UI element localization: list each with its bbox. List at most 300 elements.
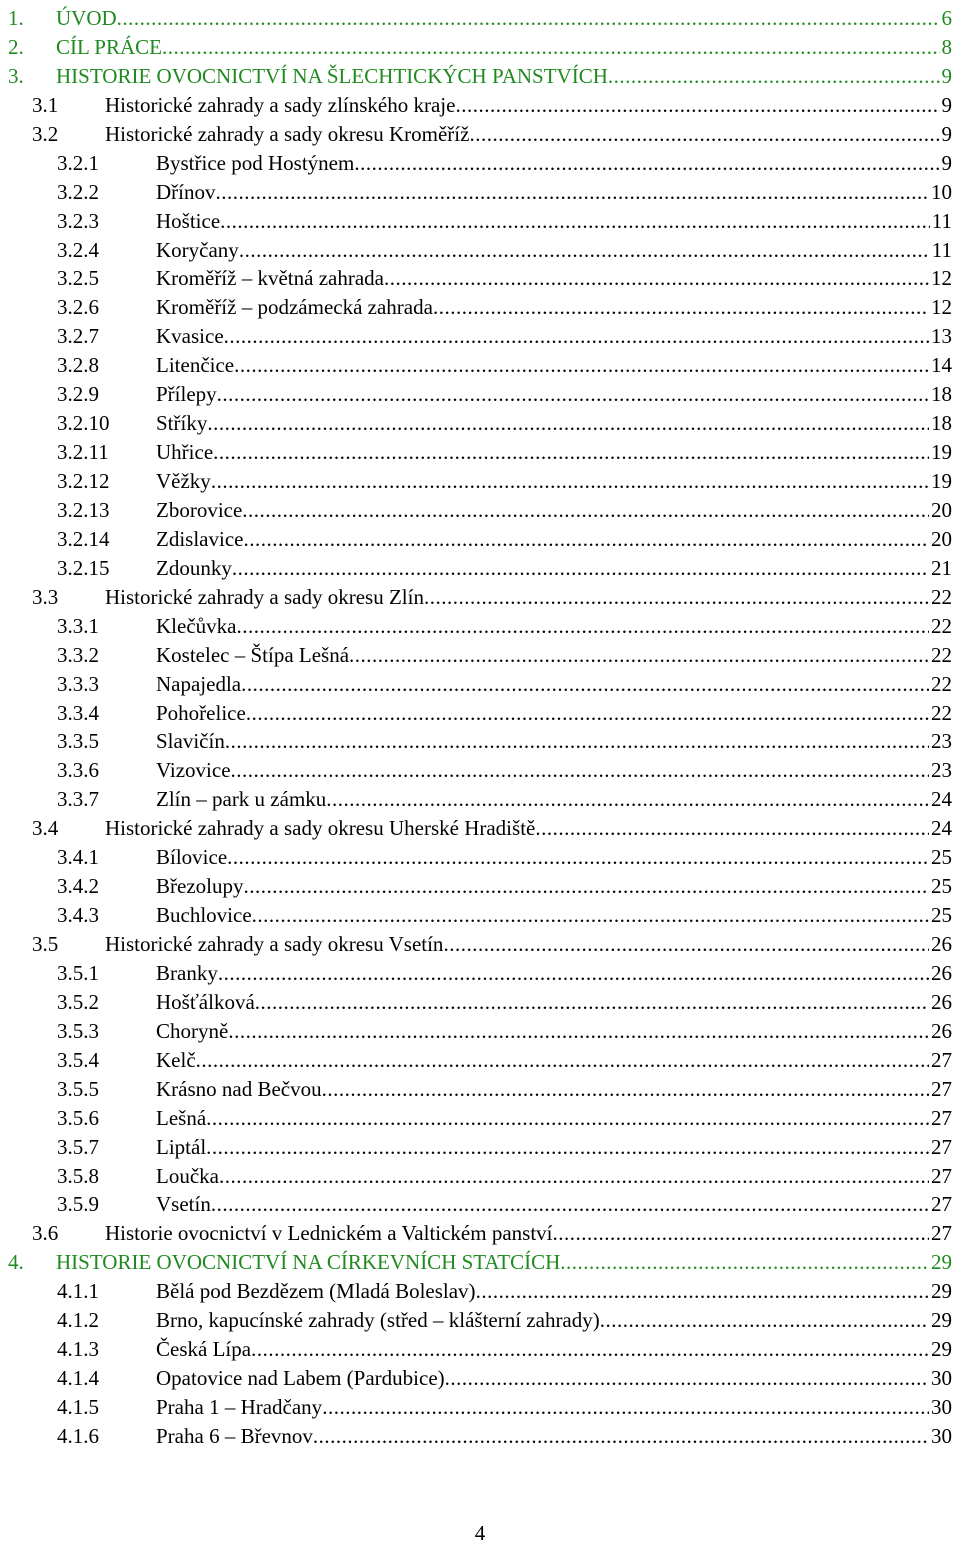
toc-entry-page: 24 [931,816,952,841]
toc-entry[interactable] [0,756,960,785]
toc-entry-number: 3.3.7 [57,787,99,812]
toc-entry-number: 3.5.6 [57,1105,99,1130]
toc-dot-leader [251,1335,929,1364]
toc-entry-line [156,1017,952,1046]
toc-entry-page: 9 [941,63,952,88]
toc-entry-title: Kroměříž – podzámecká zahrada [156,295,433,320]
toc-entry-number: 3.4.1 [57,845,99,870]
toc-entry[interactable] [0,583,960,612]
toc-entry-page: 30 [931,1423,952,1448]
toc-entry-line [156,1335,952,1364]
toc-entry-line [156,1075,952,1104]
toc-entry-number: 3.5.3 [57,1018,99,1043]
toc-entry-line [156,785,952,814]
toc-entry-title: Buchlovice [156,903,252,928]
toc-dot-leader [246,699,929,728]
toc-entry-line [105,583,952,612]
toc-dot-leader [354,149,939,178]
toc-entry-number: 3.3.2 [57,642,99,667]
toc-entry-title: Praha 6 – Břevnov [156,1423,313,1448]
toc-entry-title: Klečůvka [156,613,237,638]
toc-dot-leader [243,525,929,554]
toc-entry-title: Litenčice [156,353,235,378]
toc-entry-page: 22 [931,700,952,725]
toc-entry[interactable] [0,4,960,33]
toc-entry-page: 14 [931,353,952,378]
toc-entry-number: 3.3.5 [57,729,99,754]
toc-entry-title: Kelč [156,1047,196,1072]
toc-entry-page: 22 [931,642,952,667]
toc-entry-number: 3.2.6 [57,295,99,320]
toc-entry-number: 3.5.8 [57,1163,99,1188]
toc-entry[interactable] [0,785,960,814]
toc-entry-title: Napajedla [156,671,242,696]
toc-entry-line [56,4,952,33]
toc-entry-title: Koryčany [156,237,239,262]
toc-entry-line [156,1364,952,1393]
toc-entry-page: 18 [931,411,952,436]
toc-entry-page: 12 [931,266,952,291]
toc-dot-leader [349,641,929,670]
toc-entry-title: Brno, kapucínské zahrady (střed – klášterní zahrady) [156,1308,600,1333]
toc-entry-title: Kvasice [156,324,224,349]
toc-entry-line [156,438,952,467]
toc-entry-title: Hošťálková [156,989,255,1014]
toc-dot-leader [218,959,929,988]
toc-dot-leader [227,843,929,872]
toc-entry-page: 26 [931,1018,952,1043]
toc-entry[interactable] [0,149,960,178]
toc-entry-number: 3.2.7 [57,324,99,349]
toc-entry-number: 3.2 [32,121,59,146]
toc-entry-title: HISTORIE OVOCNICTVÍ NA CÍRKEVNÍCH STATCÍCH [56,1250,561,1275]
toc-entry-page: 27 [931,1192,952,1217]
toc-entry[interactable] [0,930,960,959]
toc-entry[interactable] [0,1219,960,1248]
toc-entry-number: 4.1.3 [57,1337,99,1362]
toc-dot-leader [326,785,929,814]
toc-entry-line [156,901,952,930]
table-of-contents [0,4,960,1451]
toc-entry[interactable] [0,1422,960,1451]
toc-dot-leader [242,496,929,525]
toc-dot-leader [206,1133,929,1162]
toc-entry[interactable] [0,236,960,265]
toc-entry-number: 3.2.10 [57,411,110,436]
toc-entry-title: Historické zahrady a sady okresu Uherské Hradiště [105,816,536,841]
toc-entry[interactable] [0,1190,960,1219]
toc-entry-page: 27 [931,1076,952,1101]
toc-dot-leader [207,409,929,438]
toc-entry-number: 3.3.3 [57,671,99,696]
toc-entry-page: 25 [931,903,952,928]
toc-dot-leader [600,1306,929,1335]
toc-entry-number: 4.1.4 [57,1366,99,1391]
toc-entry-line [156,641,952,670]
toc-entry-line [156,727,952,756]
toc-dot-leader [225,727,929,756]
toc-entry-number: 3.5.2 [57,989,99,1014]
toc-entry[interactable] [0,814,960,843]
toc-entry-number: 4.1.5 [57,1395,99,1419]
toc-entry-number: 3.3.4 [57,700,99,725]
toc-entry[interactable] [0,670,960,699]
toc-dot-leader [469,120,939,149]
toc-entry[interactable] [0,1393,960,1422]
toc-dot-leader [117,4,940,33]
toc-entry-number: 3.2.13 [57,497,110,522]
toc-entry[interactable] [0,293,960,322]
toc-entry-title: Česká Lípa [156,1337,252,1362]
toc-entry-title: Historie ovocnictví v Lednickém a Valtickém panství [105,1221,553,1246]
toc-dot-leader [239,236,930,265]
toc-entry-title: Pohořelice [156,700,246,725]
toc-entry-number: 3.2.15 [57,555,110,580]
toc-dot-leader [236,612,929,641]
toc-entry-title: Praha 1 – Hradčany [156,1395,323,1419]
toc-dot-leader [234,351,929,380]
toc-entry-line [56,33,952,62]
toc-entry-page: 22 [931,613,952,638]
toc-entry-line [156,872,952,901]
toc-entry-title: Opatovice nad Labem (Pardubice) [156,1366,445,1391]
toc-entry-page: 11 [931,208,952,233]
toc-entry-page: 22 [931,584,952,609]
toc-entry-line [105,1219,952,1248]
toc-dot-leader [219,1162,929,1191]
toc-entry-page: 20 [931,497,952,522]
toc-entry-line [56,62,952,91]
toc-entry-title: CÍL PRÁCE [56,34,162,59]
toc-entry-page: 23 [931,758,952,783]
toc-entry-line [105,814,952,843]
toc-entry-number: 4.1.2 [57,1308,99,1333]
toc-dot-leader [231,756,929,785]
toc-dot-leader [217,380,929,409]
toc-entry-line [156,612,952,641]
toc-entry-page: 26 [931,960,952,985]
toc-entry-line [105,930,952,959]
toc-entry[interactable] [0,1335,960,1364]
toc-entry-title: Lešná [156,1105,207,1130]
toc-entry[interactable] [0,178,960,207]
toc-entry-title: Bystřice pod Hostýnem [156,150,355,175]
toc-entry-title: Zdislavice [156,526,244,551]
toc-entry-title: Přílepy [156,382,217,407]
toc-entry-line [156,1162,952,1191]
toc-dot-leader [211,1190,929,1219]
toc-entry-title: Historické zahrady a sady okresu Zlín [105,584,424,609]
toc-entry-number: 3.4.2 [57,874,99,899]
toc-entry-title: Uhřice [156,440,214,465]
toc-entry-number: 3.2.2 [57,179,99,204]
toc-dot-leader [445,1364,929,1393]
toc-entry-line [156,236,952,265]
toc-entry-line [56,1248,952,1277]
toc-entry[interactable] [0,322,960,351]
toc-entry-number: 3.5 [32,932,59,956]
toc-entry[interactable] [0,1162,960,1191]
toc-entry-title: Kroměříž – květná zahrada [156,266,384,291]
toc-dot-leader [476,1277,929,1306]
toc-dot-leader [322,1393,929,1422]
toc-entry[interactable] [0,91,960,120]
toc-entry-page: 29 [931,1250,952,1275]
toc-dot-leader [162,33,940,62]
toc-dot-leader [224,322,929,351]
toc-entry-title: Historické zahrady a sady okresu Kroměříž [105,121,470,146]
toc-entry-line [156,1306,952,1335]
toc-entry-number: 1. [8,6,24,30]
toc-entry-page: 27 [931,1105,952,1130]
toc-entry-page: 21 [931,555,952,580]
toc-entry[interactable] [0,438,960,467]
toc-entry-number: 3.2.8 [57,353,99,378]
toc-entry[interactable] [0,988,960,1017]
toc-entry[interactable] [0,62,960,91]
toc-entry-line [156,1046,952,1075]
toc-entry-line [156,409,952,438]
toc-entry[interactable] [0,1277,960,1306]
toc-dot-leader [252,901,929,930]
toc-entry-title: Vizovice [156,758,231,783]
toc-entry-page: 27 [931,1134,952,1159]
toc-entry[interactable] [0,959,960,988]
toc-entry-number: 3.5.7 [57,1134,99,1159]
toc-entry-page: 27 [931,1047,952,1072]
toc-entry[interactable] [0,467,960,496]
toc-entry-line [156,264,952,293]
toc-entry-page: 30 [931,1366,952,1391]
toc-entry-title: Krásno nad Bečvou [156,1076,322,1101]
toc-entry-page: 24 [931,787,952,812]
toc-entry-number: 3.5.9 [57,1192,99,1217]
page-number: 4 [474,1521,486,1545]
toc-entry-number: 4.1.1 [57,1279,99,1304]
toc-entry-title: Věžky [156,469,211,493]
toc-entry-line [156,525,952,554]
toc-dot-leader [608,62,940,91]
toc-dot-leader [241,670,929,699]
toc-entry-number: 4. [8,1250,24,1275]
toc-entry-number: 3.4.3 [57,903,99,928]
toc-entry-line [156,1422,952,1451]
toc-entry-title: Bílovice [156,845,228,870]
toc-entry-number: 3.2.1 [57,150,99,175]
toc-entry[interactable] [0,612,960,641]
toc-entry-title: Dřínov [156,179,216,204]
toc-entry-title: HISTORIE OVOCNICTVÍ NA ŠLECHTICKÝCH PANSTVÍCH [56,63,608,88]
toc-entry-number: 3.2.11 [57,440,109,465]
toc-entry-line [156,178,952,207]
toc-entry[interactable] [0,207,960,236]
toc-entry-title: Zdounky [156,555,232,580]
toc-entry-title: Březolupy [156,874,244,899]
toc-entry[interactable] [0,1306,960,1335]
toc-dot-leader [211,467,929,496]
toc-entry[interactable] [0,1248,960,1277]
toc-entry[interactable] [0,380,960,409]
toc-dot-leader [206,1104,929,1133]
toc-entry-number: 3. [8,63,24,88]
toc-dot-leader [255,988,929,1017]
toc-entry[interactable] [0,1046,960,1075]
toc-entry-line [156,351,952,380]
toc-entry[interactable] [0,641,960,670]
toc-dot-leader [232,554,929,583]
toc-entry-line [156,554,952,583]
toc-entry-line [105,91,952,120]
toc-entry-title: Bělá pod Bezdězem (Mladá Boleslav) [156,1279,476,1304]
toc-entry-page: 25 [931,874,952,899]
toc-entry[interactable] [0,1133,960,1162]
toc-entry-page: 9 [941,150,952,175]
toc-entry-number: 2. [8,34,24,59]
toc-entry-number: 3.5.1 [57,960,99,985]
toc-entry-number: 3.3.1 [57,613,99,638]
toc-entry-number: 3.5.5 [57,1076,99,1101]
toc-entry-number: 3.6 [32,1221,59,1246]
toc-entry-page: 12 [931,295,952,320]
toc-entry[interactable] [0,1364,960,1393]
toc-dot-leader [228,1017,929,1046]
toc-entry[interactable] [0,496,960,525]
toc-entry-line [105,120,952,149]
toc-entry-line [156,988,952,1017]
toc-entry[interactable] [0,872,960,901]
toc-entry-page: 10 [931,179,952,204]
toc-entry-number: 3.5.4 [57,1047,99,1072]
toc-entry-title: Historické zahrady a sady okresu Vsetín [105,932,444,956]
toc-entry-title: Vsetín [156,1192,211,1217]
toc-entry-title: Liptál [156,1134,207,1159]
toc-entry-page: 9 [941,92,952,117]
toc-entry-number: 3.2.9 [57,382,99,407]
toc-entry[interactable] [0,901,960,930]
toc-entry-number: 3.2.12 [57,469,110,493]
toc-entry-page: 20 [931,526,952,551]
toc-entry[interactable] [0,1104,960,1133]
toc-entry[interactable] [0,1017,960,1046]
toc-entry-title: ÚVOD [56,6,117,30]
toc-entry-line [156,1133,952,1162]
toc-entry-title: Branky [156,960,218,985]
toc-dot-leader [535,814,929,843]
toc-entry[interactable] [0,33,960,62]
toc-entry-number: 3.3.6 [57,758,99,783]
toc-entry[interactable] [0,120,960,149]
toc-entry-line [156,1104,952,1133]
toc-entry[interactable] [0,554,960,583]
toc-entry-title: Zlín – park u zámku [156,787,327,812]
toc-entry-page: 6 [941,6,952,30]
toc-entry-line [156,380,952,409]
toc-entry-page: 29 [931,1308,952,1333]
toc-dot-leader [553,1219,929,1248]
toc-entry[interactable] [0,351,960,380]
toc-entry[interactable] [0,727,960,756]
toc-dot-leader [560,1248,929,1277]
toc-entry-line [156,1277,952,1306]
toc-entry-page: 18 [931,382,952,407]
toc-entry-title: Zborovice [156,497,243,522]
toc-entry-number: 3.3 [32,584,59,609]
toc-entry-page: 19 [931,440,952,465]
toc-entry-page: 26 [931,989,952,1014]
toc-dot-leader [220,207,930,236]
toc-entry-page: 27 [931,1221,952,1246]
toc-entry-line [156,467,952,496]
toc-entry-line [156,322,952,351]
toc-dot-leader [216,178,930,207]
toc-dot-leader [424,583,929,612]
toc-entry[interactable] [0,409,960,438]
toc-entry-number: 3.2.14 [57,526,110,551]
toc-entry-title: Kostelec – Štípa Lešná [156,642,350,667]
toc-entry-number: 3.2.4 [57,237,99,262]
toc-entry-line [156,756,952,785]
toc-entry-line [156,959,952,988]
toc-entry-number: 3.2.3 [57,208,99,233]
toc-entry-page: 13 [931,324,952,349]
toc-dot-leader [322,1075,929,1104]
toc-dot-leader [313,1422,929,1451]
toc-entry-page: 26 [931,932,952,956]
toc-entry-page: 29 [931,1337,952,1362]
toc-entry-title: Loučka [156,1163,219,1188]
toc-entry-number: 3.1 [32,92,59,117]
toc-entry-page: 22 [931,671,952,696]
toc-entry-number: 3.2.5 [57,266,99,291]
toc-entry-page: 27 [931,1163,952,1188]
toc-entry-title: Slavičín [156,729,225,754]
toc-entry-number: 3.4 [32,816,59,841]
toc-entry[interactable] [0,1075,960,1104]
toc-entry[interactable] [0,264,960,293]
toc-entry-page: 29 [931,1279,952,1304]
toc-dot-leader [243,872,929,901]
toc-entry-number: 4.1.6 [57,1423,99,1448]
toc-entry-line [156,1393,952,1422]
toc-dot-leader [443,930,929,959]
toc-entry-page: 25 [931,845,952,870]
toc-entry-page: 19 [931,469,952,493]
toc-entry-line [156,149,952,178]
toc-entry-page: 8 [941,34,952,59]
toc-entry-title: Hoštice [156,208,221,233]
toc-dot-leader [213,438,929,467]
toc-entry-line [156,496,952,525]
toc-entry[interactable] [0,525,960,554]
toc-entry[interactable] [0,699,960,728]
toc-entry-line [156,670,952,699]
toc-entry-page: 9 [941,121,952,146]
toc-entry-line [156,699,952,728]
toc-entry-page: 11 [931,237,952,262]
toc-entry-page: 23 [931,729,952,754]
toc-entry-line [156,293,952,322]
toc-entry-line [156,843,952,872]
toc-entry-title: Stříky [156,411,208,436]
toc-entry-title: Choryně [156,1018,229,1043]
toc-entry-title: Historické zahrady a sady zlínského kraje [105,92,456,117]
toc-dot-leader [433,293,929,322]
toc-entry-page: 30 [931,1395,952,1419]
toc-dot-leader [455,91,939,120]
toc-dot-leader [384,264,929,293]
toc-entry[interactable] [0,843,960,872]
toc-dot-leader [196,1046,929,1075]
